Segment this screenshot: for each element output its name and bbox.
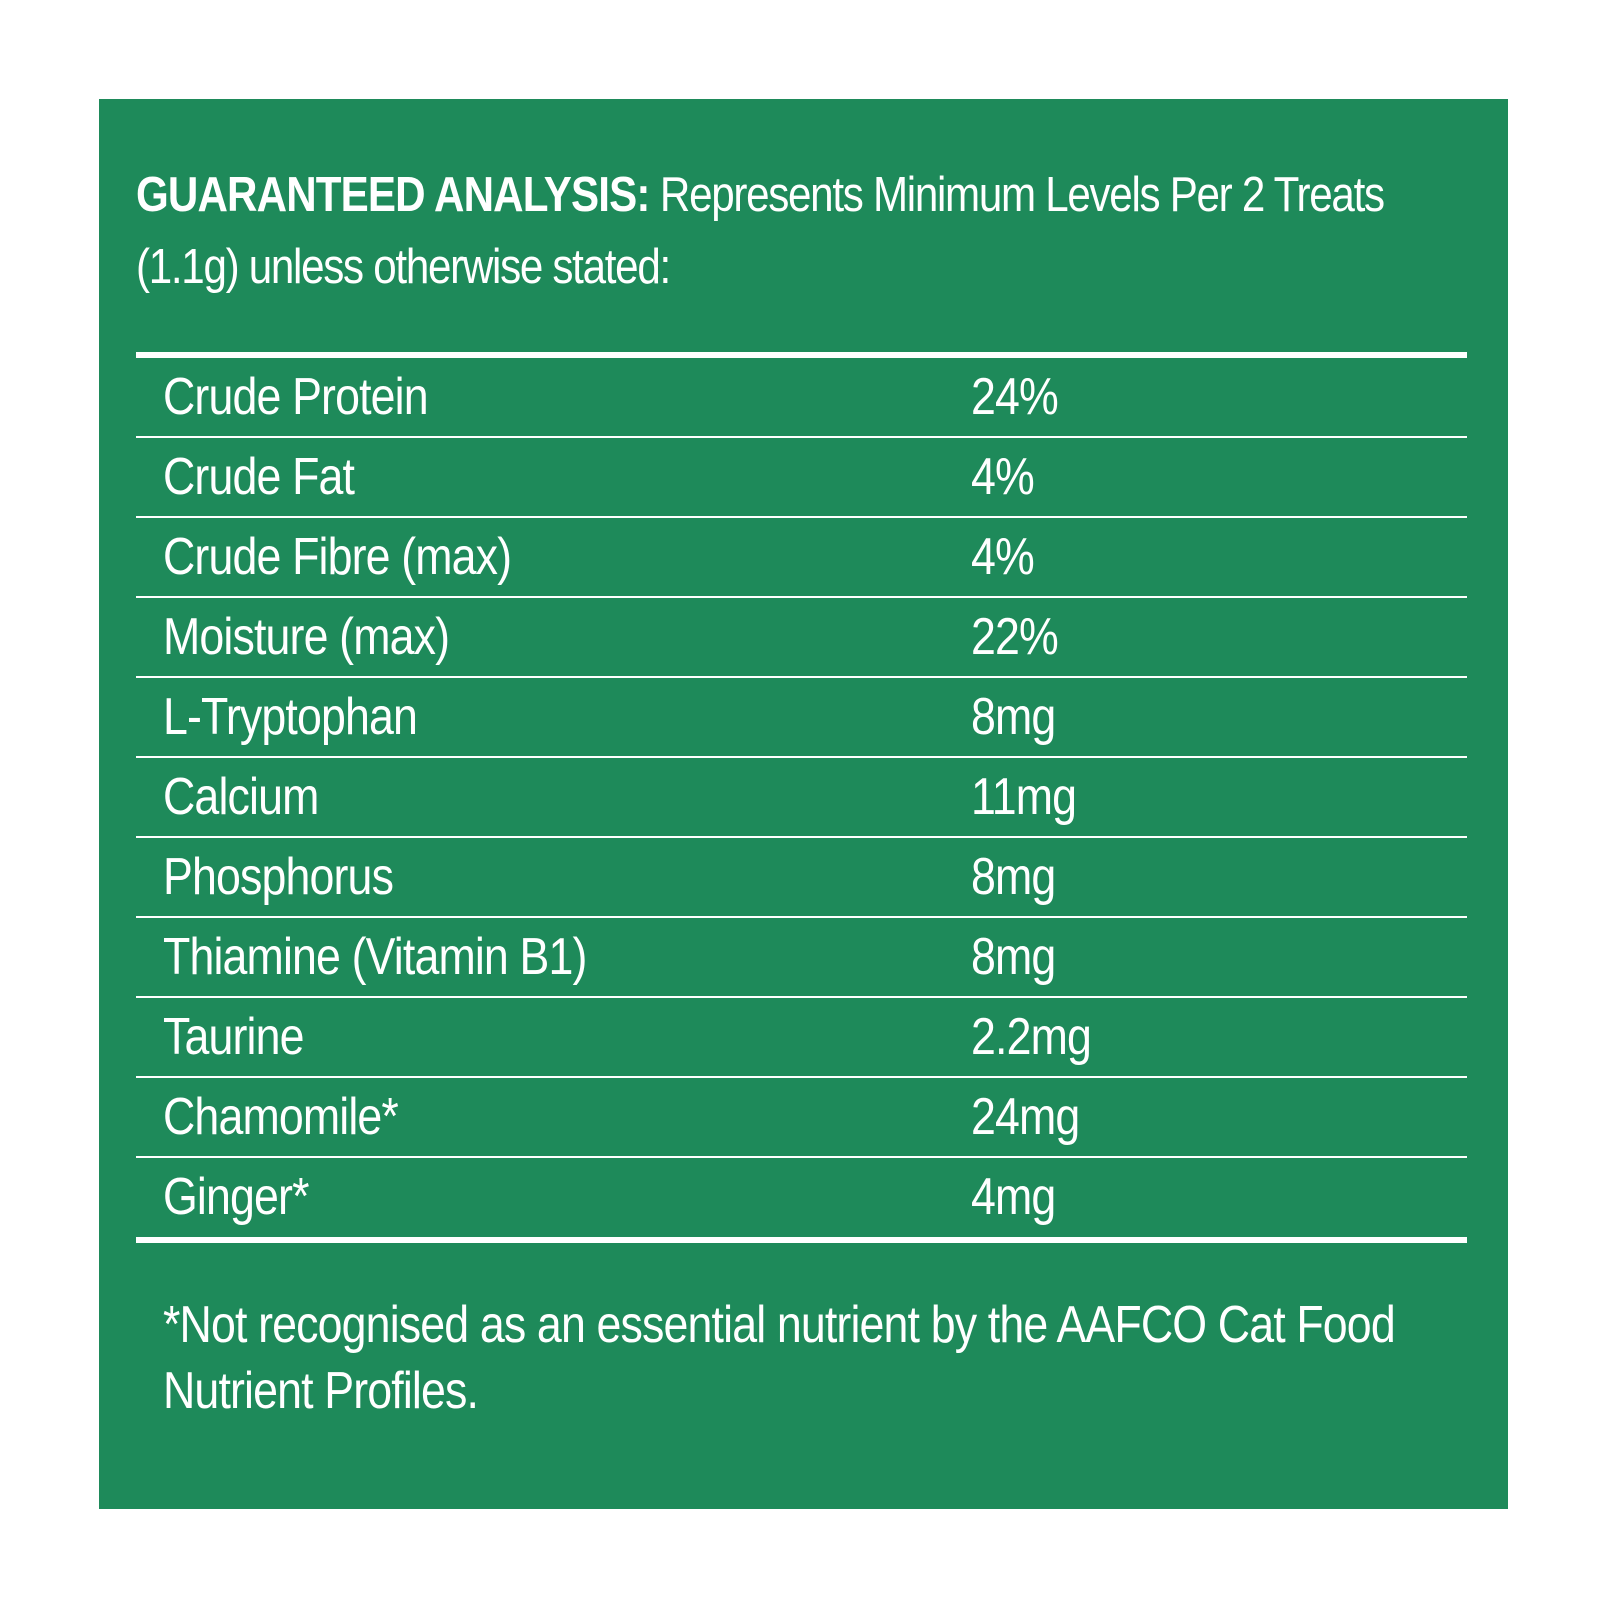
nutrient-name: Chamomile* <box>163 1088 398 1146</box>
nutrient-name: Crude Fat <box>163 448 355 506</box>
table-row <box>136 1158 1467 1237</box>
nutrient-name: Crude Protein <box>163 368 428 426</box>
footnote: *Not recognised as an essential nutrient by the AAFCO Cat Food Nutrient Profiles. <box>163 1296 1395 1420</box>
nutrient-value: 4mg <box>971 1168 1056 1226</box>
nutrient-name: L-Tryptophan <box>163 688 418 746</box>
nutrient-table <box>136 352 1467 1243</box>
nutrient-value: 8mg <box>971 928 1056 986</box>
table-row <box>136 838 1467 918</box>
nutrient-value: 8mg <box>971 848 1056 906</box>
nutrient-value: 2.2mg <box>971 1008 1091 1066</box>
nutrient-name: Crude Fibre (max) <box>163 528 512 586</box>
nutrient-value: 24mg <box>971 1088 1080 1146</box>
table-row <box>136 1078 1467 1158</box>
table-row <box>136 598 1467 678</box>
nutrient-value: 24% <box>971 368 1058 426</box>
table-row <box>136 358 1467 438</box>
nutrient-name: Taurine <box>163 1008 304 1066</box>
nutrient-value: 8mg <box>971 688 1056 746</box>
table-row <box>136 918 1467 998</box>
table-row <box>136 678 1467 758</box>
nutrient-value: 22% <box>971 608 1058 666</box>
nutrient-value: 11mg <box>971 768 1077 826</box>
nutrient-name: Ginger* <box>163 1168 309 1226</box>
analysis-title: GUARANTEED ANALYSIS: <box>136 168 650 222</box>
table-row <box>136 758 1467 838</box>
table-row <box>136 518 1467 598</box>
nutrient-name: Phosphorus <box>163 848 394 906</box>
nutrient-value: 4% <box>971 528 1034 586</box>
analysis-description: Represents Minimum Levels Per 2 Treats (1.1g) unless otherwise stated: <box>136 168 1384 294</box>
table-row <box>136 438 1467 518</box>
analysis-header <box>136 159 1486 303</box>
nutrient-rows <box>136 358 1467 1237</box>
nutrient-value: 4% <box>971 448 1034 506</box>
nutrient-name: Calcium <box>163 768 319 826</box>
guaranteed-analysis-panel <box>99 99 1508 1509</box>
table-bottom-rule <box>136 1237 1467 1243</box>
nutrient-name: Thiamine (Vitamin B1) <box>163 928 587 986</box>
table-row <box>136 998 1467 1078</box>
nutrient-name: Moisture (max) <box>163 608 450 666</box>
